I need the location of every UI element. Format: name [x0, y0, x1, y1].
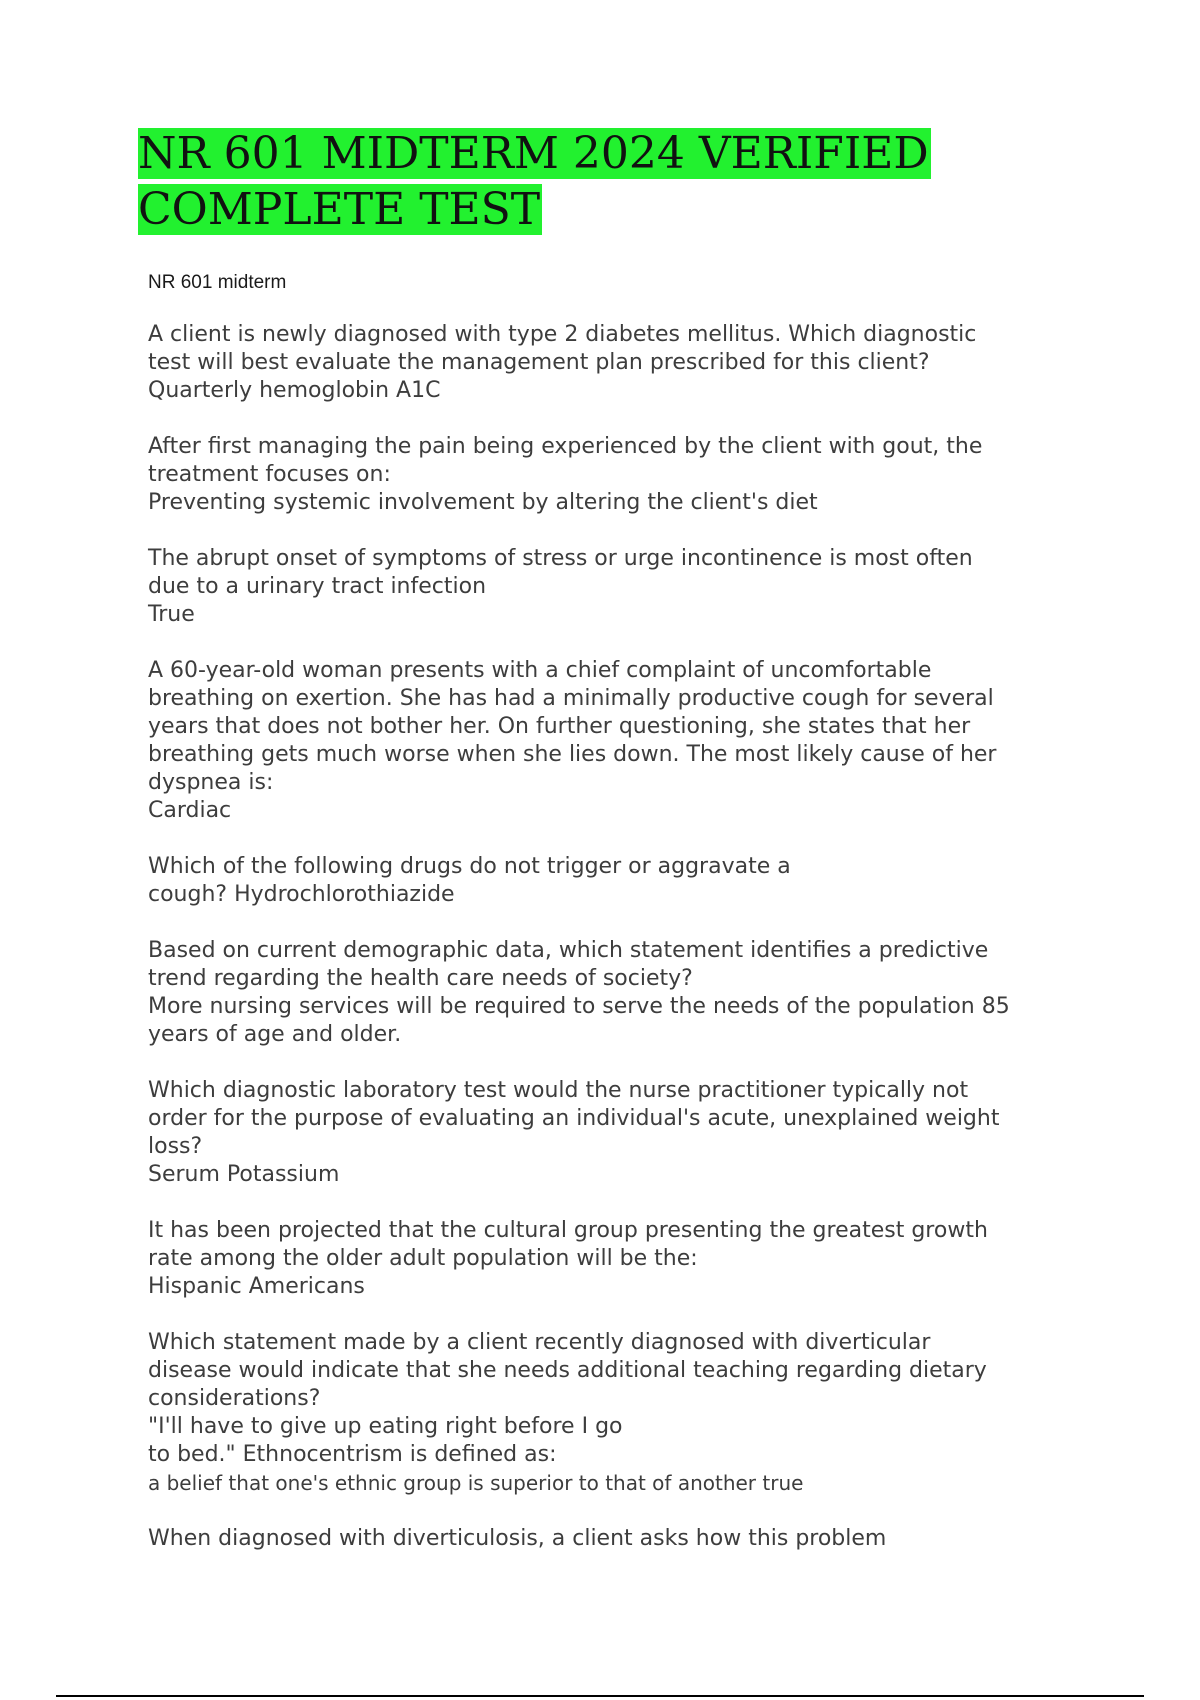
qa-line: A client is newly diagnosed with type 2 diabetes mellitus. Which diagnostic [148, 322, 977, 347]
qa-line: When diagnosed with diverticulosis, a client asks how this problem [148, 1526, 887, 1551]
qa-answer: a belief that one's ethnic group is superior to that of another true [148, 1471, 804, 1495]
qa-answer: Quarterly hemoglobin A1C [148, 378, 441, 403]
document-title [138, 126, 938, 238]
qa-answer: True [148, 602, 195, 627]
qa-answer: "I'll have to give up eating right before I go [148, 1414, 623, 1439]
qa-answer: Hispanic Americans [148, 1274, 365, 1299]
qa-line: Which statement made by a client recently diagnosed with diverticular [148, 1330, 931, 1355]
qa-line: The abrupt onset of symptoms of stress or urge incontinence is most often [148, 546, 973, 571]
qa-line: trend regarding the health care needs of society? [148, 966, 693, 991]
qa-item [148, 545, 1108, 629]
qa-line: Which of the following drugs do not trigger or aggravate a [148, 854, 791, 879]
qa-line: A 60-year-old woman presents with a chief complaint of uncomfortable [148, 658, 932, 683]
qa-line: years that does not bother her. On further questioning, she states that her [148, 714, 971, 739]
qa-line: test will best evaluate the management plan prescribed for this client? [148, 350, 930, 375]
qa-line: considerations? [148, 1386, 321, 1411]
qa-item [148, 433, 1108, 517]
qa-answer: Serum Potassium [148, 1162, 340, 1187]
footer-divider [56, 1695, 1144, 1697]
qa-line: treatment focuses on: [148, 462, 391, 487]
qa-answer: cough? Hydrochlorothiazide [148, 882, 455, 907]
question-list [148, 321, 1108, 1581]
title-line-2: COMPLETE TEST [138, 184, 541, 235]
qa-answer: years of age and older. [148, 1022, 402, 1047]
qa-item [148, 1329, 1108, 1497]
qa-answer: More nursing services will be required to serve the needs of the population 85 [148, 994, 1010, 1019]
qa-line: loss? [148, 1134, 203, 1159]
qa-line: After first managing the pain being experienced by the client with gout, the [148, 434, 983, 459]
qa-line: disease would indicate that she needs additional teaching regarding dietary [148, 1358, 987, 1383]
document-subtitle: NR 601 midterm [148, 272, 287, 293]
qa-line: It has been projected that the cultural group presenting the greatest growth [148, 1218, 988, 1243]
qa-line: to bed." Ethnocentrism is defined as: [148, 1442, 557, 1467]
qa-item [148, 1217, 1108, 1301]
qa-line: Which diagnostic laboratory test would the nurse practitioner typically not [148, 1078, 969, 1103]
qa-line: breathing gets much worse when she lies down. The most likely cause of her [148, 742, 997, 767]
qa-line: breathing on exertion. She has had a minimally productive cough for several [148, 686, 994, 711]
qa-item [148, 1077, 1108, 1189]
qa-item [148, 937, 1108, 1049]
qa-answer: Cardiac [148, 798, 232, 823]
qa-item [148, 1525, 1108, 1553]
qa-line: dyspnea is: [148, 770, 274, 795]
qa-line: rate among the older adult population will be the: [148, 1246, 698, 1271]
qa-line: order for the purpose of evaluating an individual's acute, unexplained weight [148, 1106, 1000, 1131]
title-line-1: NR 601 MIDTERM 2024 VERIFIED [138, 128, 929, 179]
qa-item [148, 657, 1108, 825]
qa-line: due to a urinary tract infection [148, 574, 487, 599]
qa-line: Based on current demographic data, which statement identifies a predictive [148, 938, 989, 963]
qa-item [148, 321, 1108, 405]
qa-item [148, 853, 1108, 909]
qa-answer: Preventing systemic involvement by altering the client's diet [148, 490, 818, 515]
